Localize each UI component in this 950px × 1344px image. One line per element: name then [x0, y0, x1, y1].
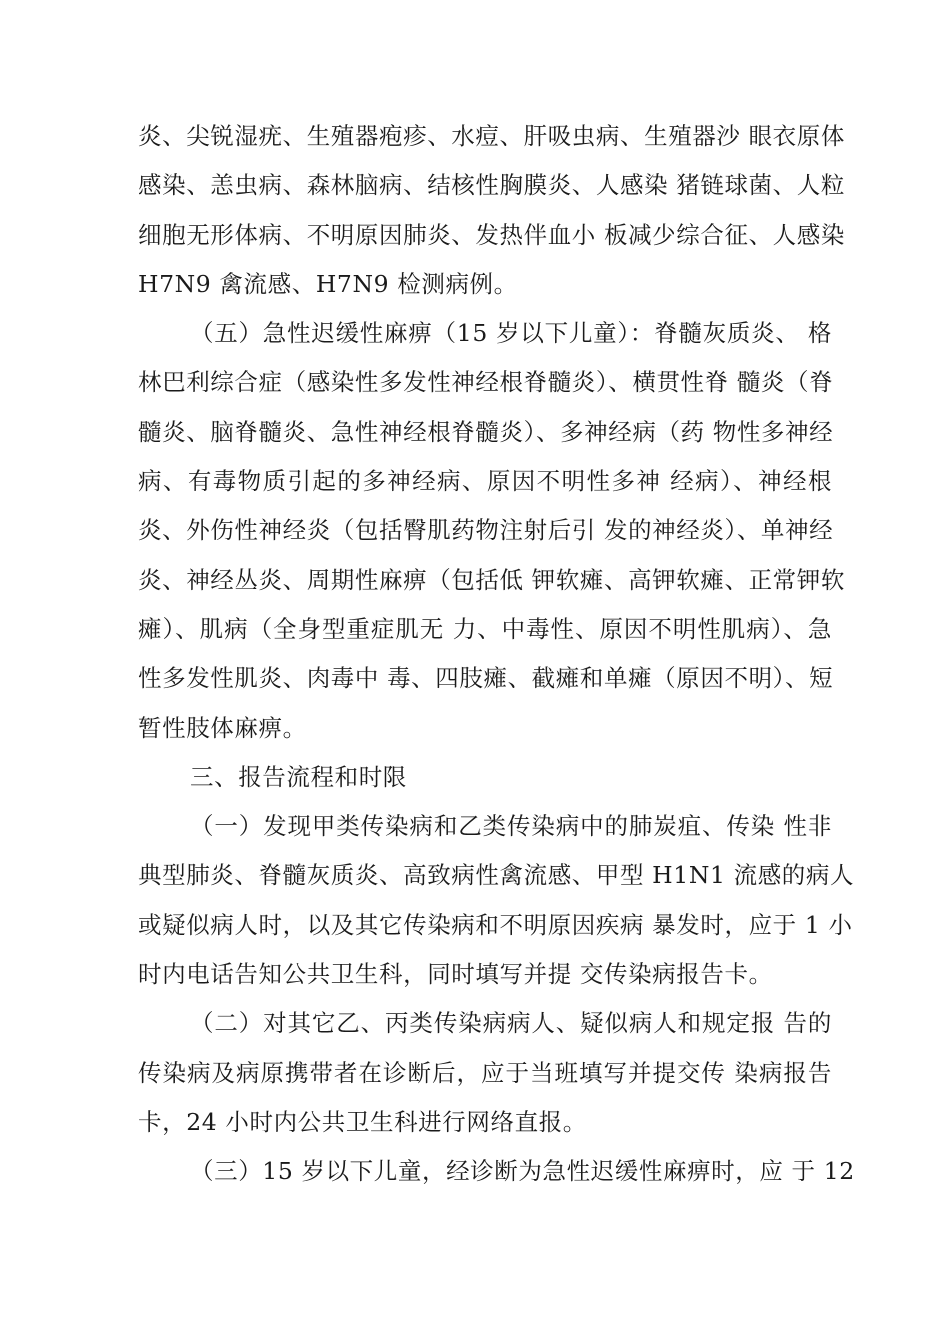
text-line: 或疑似病人时，以及其它传染病和不明原因疾病 暴发时，应于 1 小: [138, 910, 853, 939]
text-line: 细胞无形体病、不明原因肺炎、发热伴血小 板减少综合征、人感染: [138, 220, 845, 249]
paragraph: [138, 999, 832, 1147]
text-line: 性多发性肌炎、肉毒中 毒、四肢瘫、截瘫和单瘫（原因不明）、短: [138, 664, 834, 693]
text-line: H7N9 禽流感、H7N9 检测病例。: [138, 269, 518, 298]
text-line: 林巴利综合症（感染性多发性神经根脊髓炎）、横贯性脊 髓炎（脊: [138, 368, 834, 397]
paragraph: [138, 802, 855, 999]
text-line: 暂性肢体麻痹。: [138, 713, 307, 742]
paragraph: [138, 309, 845, 753]
text-line: （三）15 岁以下儿童，经诊断为急性迟缓性麻痹时，应 于 12: [190, 1157, 855, 1186]
text-line: 感染、恙虫病、森林脑病、结核性胸膜炎、人感染 猪链球菌、人粒: [138, 171, 845, 200]
paragraph: [138, 112, 845, 309]
text-line: 炎、外伤性神经炎（包括臀肌药物注射后引 发的神经炎）、单神经: [138, 516, 834, 545]
paragraph: [138, 1147, 855, 1196]
text-line: （五）急性迟缓性麻痹（15 岁以下儿童）：脊髓灰质炎、 格: [190, 319, 832, 348]
text-line: 病、有毒物质引起的多神经病、原因不明性多神 经病）、神经根: [138, 467, 832, 496]
text-line: 典型肺炎、脊髓灰质炎、高致病性禽流感、甲型 H1N1 流感的病人: [138, 861, 855, 890]
text-line: 瘫）、肌病（全身型重症肌无 力、中毒性、原因不明性肌病）、急: [138, 614, 832, 643]
text-line: 炎、神经丛炎、周期性麻痹（包括低 钾软瘫、高钾软瘫、正常钾软: [138, 565, 845, 594]
text-line: 时内电话告知公共卫生科，同时填写并提 交传染病报告卡。: [138, 960, 773, 989]
text-line: （一）发现甲类传染病和乙类传染病中的肺炭疽、传染 性非: [190, 812, 832, 841]
text-line: 卡，24 小时内公共卫生科进行网络直报。: [138, 1107, 587, 1136]
document-body: [138, 112, 855, 1197]
text-line: 髓炎、脑脊髓炎、急性神经根脊髓炎）、多神经病（药 物性多神经: [138, 417, 834, 446]
text-line: （二）对其它乙、丙类传染病病人、疑似病人和规定报 告的: [190, 1009, 832, 1038]
text-line: 传染病及病原携带者在诊断后，应于当班填写并提交传 染病报告: [138, 1058, 832, 1087]
text-line: 炎、尖锐湿疣、生殖器疱疹、水痘、肝吸虫病、生殖器沙 眼衣原体: [138, 122, 845, 150]
section-heading: 三、报告流程和时限: [190, 762, 407, 791]
